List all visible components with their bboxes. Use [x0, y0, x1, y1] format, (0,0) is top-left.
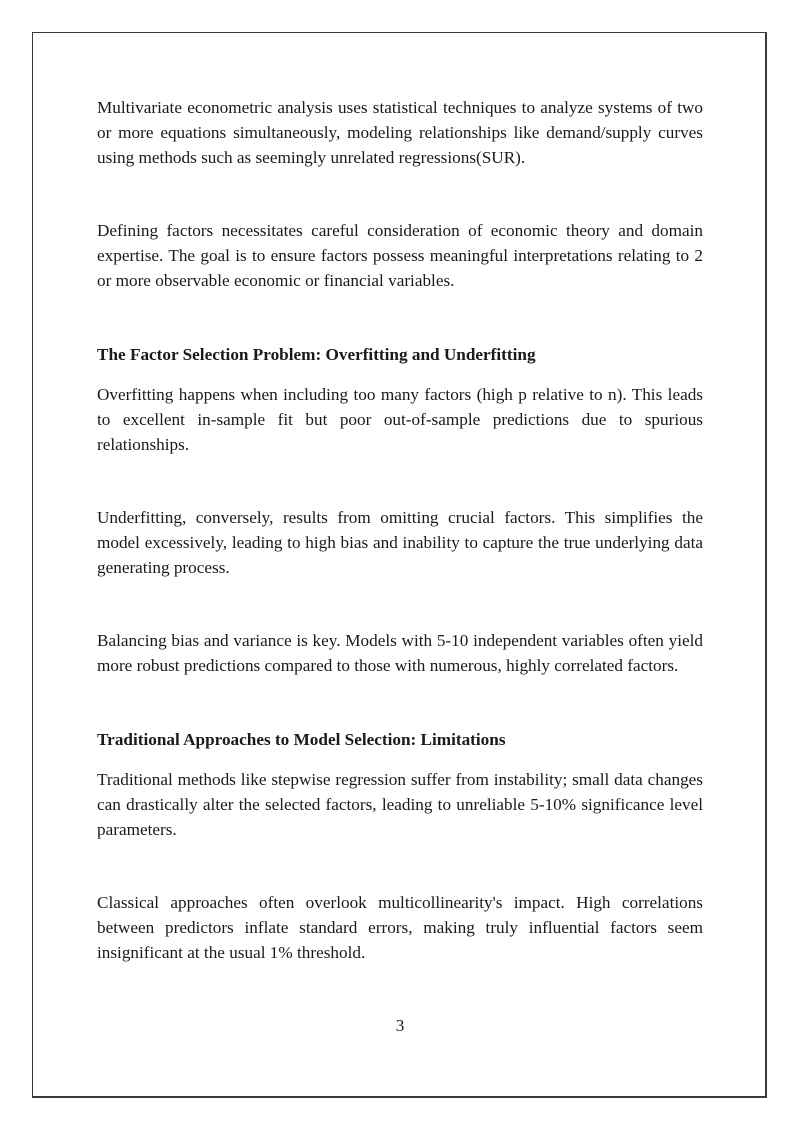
paragraph-bias-variance: Balancing bias and variance is key. Models with 5-10 independent variables often yield more robust predictions compared to those with numerous, highly correlated factors. [97, 631, 703, 675]
document-body [97, 95, 703, 965]
paragraph-stepwise-regression: Traditional methods like stepwise regression suffer from instability; small data changes can drastically alter the selected factors, leading to unreliable 5-10% significance level parameters. [97, 770, 703, 839]
paragraph-multicollinearity: Classical approaches often overlook multicollinearity's impact. High correlations between predictors inflate standard errors, making truly influential factors seem insignificant at the usual 1% threshold. [97, 893, 703, 962]
paragraph-overfitting: Overfitting happens when including too many factors (high p relative to n). This leads to excellent in-sample fit but poor out-of-sample predictions due to spurious relationships. [97, 385, 703, 454]
paragraph-multivariate-analysis: Multivariate econometric analysis uses statistical techniques to analyze systems of two or more equations simultaneously, modeling relationships like demand/supply curves using methods such as seemingly unrelated regressions(SUR). [97, 98, 703, 167]
paragraph-underfitting: Underfitting, conversely, results from omitting crucial factors. This simplifies the model excessively, leading to high bias and inability to capture the true underlying data generating process. [97, 508, 703, 577]
section-heading-traditional-approaches: Traditional Approaches to Model Selection: Limitations [97, 730, 506, 749]
page-number: 3 [395, 1016, 405, 1035]
section-heading-factor-selection: The Factor Selection Problem: Overfitting and Underfitting [97, 345, 536, 364]
paragraph-defining-factors: Defining factors necessitates careful consideration of economic theory and domain expertise. The goal is to ensure factors possess meaningful interpretations relating to 2 or more observable economic or financial variables. [97, 221, 703, 290]
